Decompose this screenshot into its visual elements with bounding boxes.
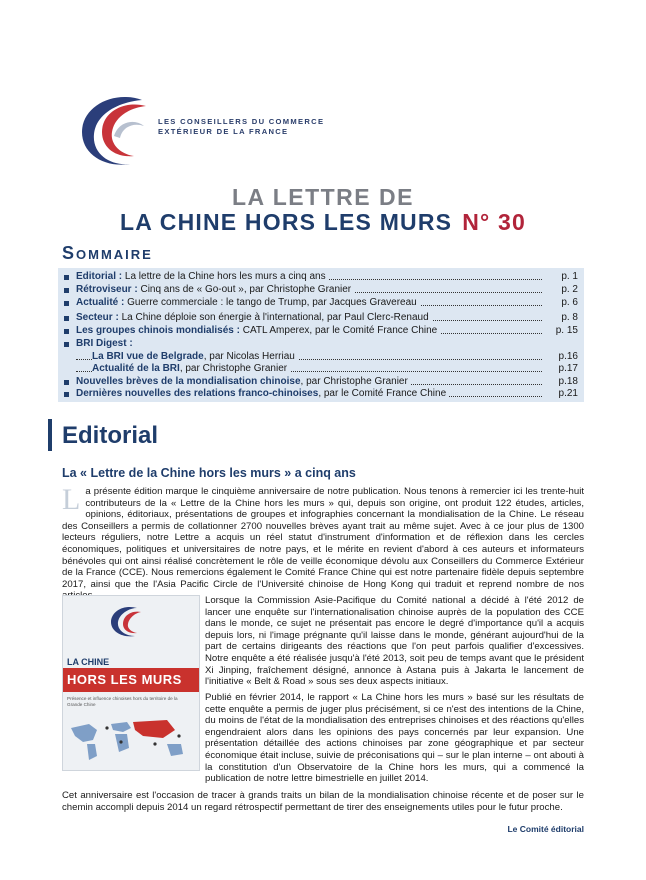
cce-logo (74, 92, 164, 170)
logo-red-swoosh (102, 104, 146, 156)
toc-item-label: Actualité de la BRI (92, 363, 180, 374)
toc-item-label: Rétroviseur : (76, 284, 138, 295)
newsletter-title-line2 (0, 209, 646, 236)
square-bullet-icon (64, 316, 69, 321)
toc-item-retroviseur[interactable] (64, 284, 578, 297)
toc-item-page: p.21 (544, 388, 578, 401)
toc-item-page: p. 2 (544, 284, 578, 297)
toc-item-secteur[interactable] (64, 312, 578, 325)
section-accent-bar (48, 419, 52, 451)
toc-item-label: Les groupes chinois mondialisés : (76, 325, 240, 336)
toc-item-editorial[interactable] (64, 271, 578, 284)
issue-number: N° 30 (462, 209, 526, 235)
toc-item-label: Secteur : (76, 312, 119, 323)
cce-small-logo (107, 604, 151, 640)
toc-item-text: , par Nicolas Herriau (203, 351, 295, 362)
editorial-paragraph-4: Cet anniversaire est l'occasion de tracer à grands traits un bilan de la mondialisation chinoise récente et de poser sur le chemin accompli depuis 2014 un regard rétrospectif permettant de tirer des enseignements utiles pour le futur proche. (62, 790, 584, 813)
toc-item-text: La Chine déploie son énergie à l'international, par Paul Clerc-Renaud (118, 312, 429, 323)
toc-item-dernieres[interactable] (64, 388, 578, 401)
toc-item-page: p.18 (544, 376, 578, 389)
square-bullet-icon (64, 342, 69, 347)
newsletter-title-text: LA CHINE HORS LES MURS (119, 209, 453, 235)
toc-item-text: Cinq ans de « Go-out », par Christophe Granier (137, 284, 352, 295)
square-bullet-icon (64, 288, 69, 293)
world-map-graphic (67, 714, 195, 762)
toc-item-text: La lettre de la Chine hors les murs a cinq ans (122, 271, 326, 282)
org-name (158, 117, 324, 137)
org-name-line2: EXTÉRIEUR DE LA FRANCE (158, 127, 289, 136)
toc-item-page: p. 6 (544, 297, 578, 310)
toc-item-page: p. 8 (544, 312, 578, 325)
table-of-contents (58, 268, 584, 402)
report-cover-image (62, 595, 200, 771)
toc-item-label: Actualité : (76, 297, 125, 308)
toc-item-text: , par le Comité France Chine (318, 388, 447, 399)
square-bullet-icon (64, 329, 69, 334)
logo-white-curve (114, 122, 144, 138)
editorial-subtitle: La « Lettre de la Chine hors les murs » a cinq ans (62, 466, 356, 480)
square-bullet-icon (64, 380, 69, 385)
toc-item-page: p.17 (544, 363, 578, 376)
cover-title-line1: LA CHINE (67, 657, 110, 667)
square-bullet-icon (64, 301, 69, 306)
toc-item-label: Nouvelles brèves de la mondialisation chinoise (76, 376, 301, 387)
toc-item-text: CATL Amperex, par le Comité France Chine (239, 325, 438, 336)
paragraph-text: a présente édition marque le cinquième anniversaire de notre publication. Nous tenons à remercier ici les trente-huit contributeurs de la « Lettre de la Chine hors les murs » qui, depuis son origine, ont produit 122 études, articles, opinions, éditoriaux, présentations de groupes et infographies concernant la mondialisation de la Chine. Le réseau des Conseillers a permis de collationner 2700 nouvelles brèves ayant trait au même sujet. Avec à ce jour plus de 1300 lecteurs réguliers, notre Lettre a acquis un réel statut d'instrument d'information et de réflexion dans les cercles économiques, politiques et universitaires de notre pays, et le mérite en revient d'abord à ces auteurs et informateurs bénévoles qui ont ainsi réalisé concrètement le rôle de veille économique dévolu aux Conseillers du Commerce Extérieur de la France (CCE). Nous remercions également le Comité France Chine qui est notre partenaire fidèle depuis septembre 2017, ainsi que the l'Asia Pacific Circle de l'Université chinoise de Hong Kong qui traduit et reprend nombre de nos (62, 486, 584, 590)
editorial-paragraph-1 (62, 483, 584, 602)
editorial-signature: Le Comité éditorial (507, 824, 584, 834)
square-bullet-icon (64, 392, 69, 397)
toc-item-page: p. 1 (544, 271, 578, 284)
editorial-heading: Editorial (62, 422, 159, 449)
toc-item-breves[interactable] (64, 376, 578, 389)
toc-item-label: Dernières nouvelles des relations franco-chinoises (76, 388, 319, 399)
toc-item-groupes[interactable] (64, 325, 578, 338)
toc-item-actualite[interactable] (64, 297, 578, 310)
toc-item-text: Guerre commerciale : le tango de Trump, par Jacques Gravereau (124, 297, 417, 308)
toc-item-page: p. 15 (544, 325, 578, 338)
toc-item-bri-belgrade[interactable] (64, 351, 578, 364)
editorial-paragraph-2: Lorsque la Commission Asie-Pacifique du Comité national a décidé à l'été 2012 de lancer une enquête sur l'internationalisation chinoise auprès de la population des CCE dans le monde, ce sujet ne présentait pas encore le degré d'importance qu'il a acquis depuis lors, ni l'image prégnante qu'il laisse dans le monde, générant aujourd'hui de la part de certains dirigeants des réactions que l'on peut parfois qualifier d'excessives. Notre enquête a été réalisée jusqu'à l'été 2013, soit peu de temps avant que le président Xi Jinping, fraîchement désigné, annonce à Astana puis à Jakarta le lancement de l'initiative « Belt & Road » sous ses deux aspects initiaux. (205, 595, 584, 688)
toc-item-text: , par Christophe Granier (300, 376, 408, 387)
toc-item-page: p.16 (544, 351, 578, 364)
drop-cap: L (62, 483, 81, 516)
cover-title-line2: HORS LES MURS (67, 672, 182, 687)
toc-item-bri-digest[interactable] (64, 338, 578, 351)
editorial-paragraph-3: Publié en février 2014, le rapport « La Chine hors les murs » basé sur les résultats de cette enquête a permis de juger plus précisément, si ce n'est des intentions de la Chine, du moins de l'état de la mondialisation des entreprises chinoises et des réactions qu'elles engendraient alors dans les opinions des pays concernés par leur expansion. Une présentation détaillée des actions chinoises par zone géographique et par secteur économique était incluse, suivie de préconisations qui – sur le plan interne – ont abouti à la constitution d'un Observatoire de la Chine hors les murs, qui a commencé la publication de notre lettre bimestrielle en juillet 2014. (205, 692, 584, 785)
sommaire-heading: Sommaire (62, 243, 153, 263)
toc-item-text: , par Christophe Granier (179, 363, 288, 374)
toc-item-label: BRI Digest : (76, 338, 133, 349)
toc-item-label: Editorial : (76, 271, 123, 282)
square-bullet-icon (64, 275, 69, 280)
cover-subtitle: Présence et influence chinoises hors du territoire de la Grande Chine (67, 696, 178, 707)
newsletter-title-line1: LA LETTRE DE (232, 184, 414, 210)
toc-item-bri-actualite[interactable] (64, 363, 578, 376)
toc-item-label: La BRI vue de Belgrade (92, 351, 204, 362)
org-name-line1: LES CONSEILLERS DU COMMERCE (158, 117, 325, 126)
